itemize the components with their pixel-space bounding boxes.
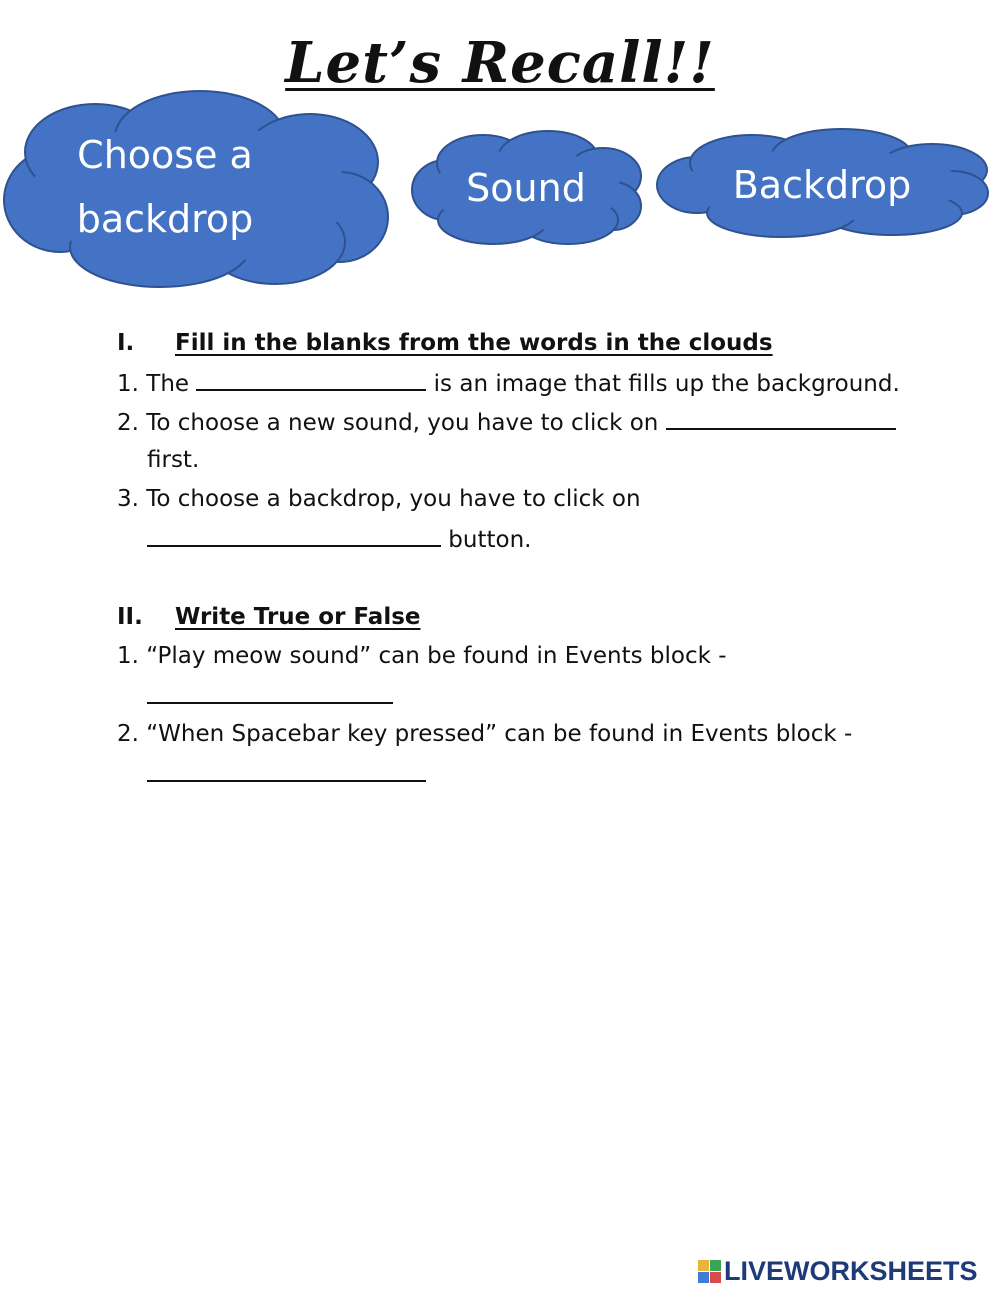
section-number: I. [117, 330, 135, 356]
fill-item-2: 2. To choose a new sound, you have to click on [117, 408, 896, 436]
section-title: Write True or False [175, 604, 421, 630]
fill-item-3: 3. To choose a backdrop, you have to click on [117, 486, 641, 512]
fill-item-1: 1. The is an image that fills up the background. [117, 371, 900, 397]
section-number: II. [117, 604, 143, 630]
logo-text: LIVEWORKSHEETS [724, 1255, 978, 1286]
answer-blank[interactable] [147, 525, 441, 547]
true-false-item-2-answer [147, 760, 426, 788]
section-2-heading [117, 604, 421, 630]
fill-item-2-continuation: first. [147, 447, 200, 473]
page-title: Let’s Recall!! [285, 30, 715, 96]
word-cloud-backdrop [652, 125, 992, 245]
liveworksheets-logo [698, 1256, 978, 1286]
word-cloud-sound [408, 128, 644, 248]
true-false-item-1-answer [147, 682, 393, 710]
answer-blank[interactable] [147, 682, 393, 704]
answer-blank[interactable] [147, 760, 426, 782]
answer-blank[interactable] [666, 408, 896, 430]
cloud-label-line-2: backdrop [76, 197, 254, 241]
word-cloud-choose-a-backdrop [0, 82, 392, 292]
cloud-label: Sound [466, 166, 586, 210]
answer-blank[interactable] [196, 369, 426, 391]
section-title: Fill in the blanks from the words in the clouds [175, 330, 773, 356]
fill-item-3-continuation: button. [147, 525, 531, 553]
logo-cubes-icon [698, 1260, 721, 1283]
section-1-heading [117, 330, 773, 356]
cloud-label-line-1: Choose a [77, 133, 253, 177]
true-false-item-1: 1. “Play meow sound” can be found in Events block - [117, 643, 727, 669]
true-false-item-2: 2. “When Spacebar key pressed” can be found in Events block - [117, 721, 853, 747]
cloud-label: Backdrop [732, 163, 912, 207]
